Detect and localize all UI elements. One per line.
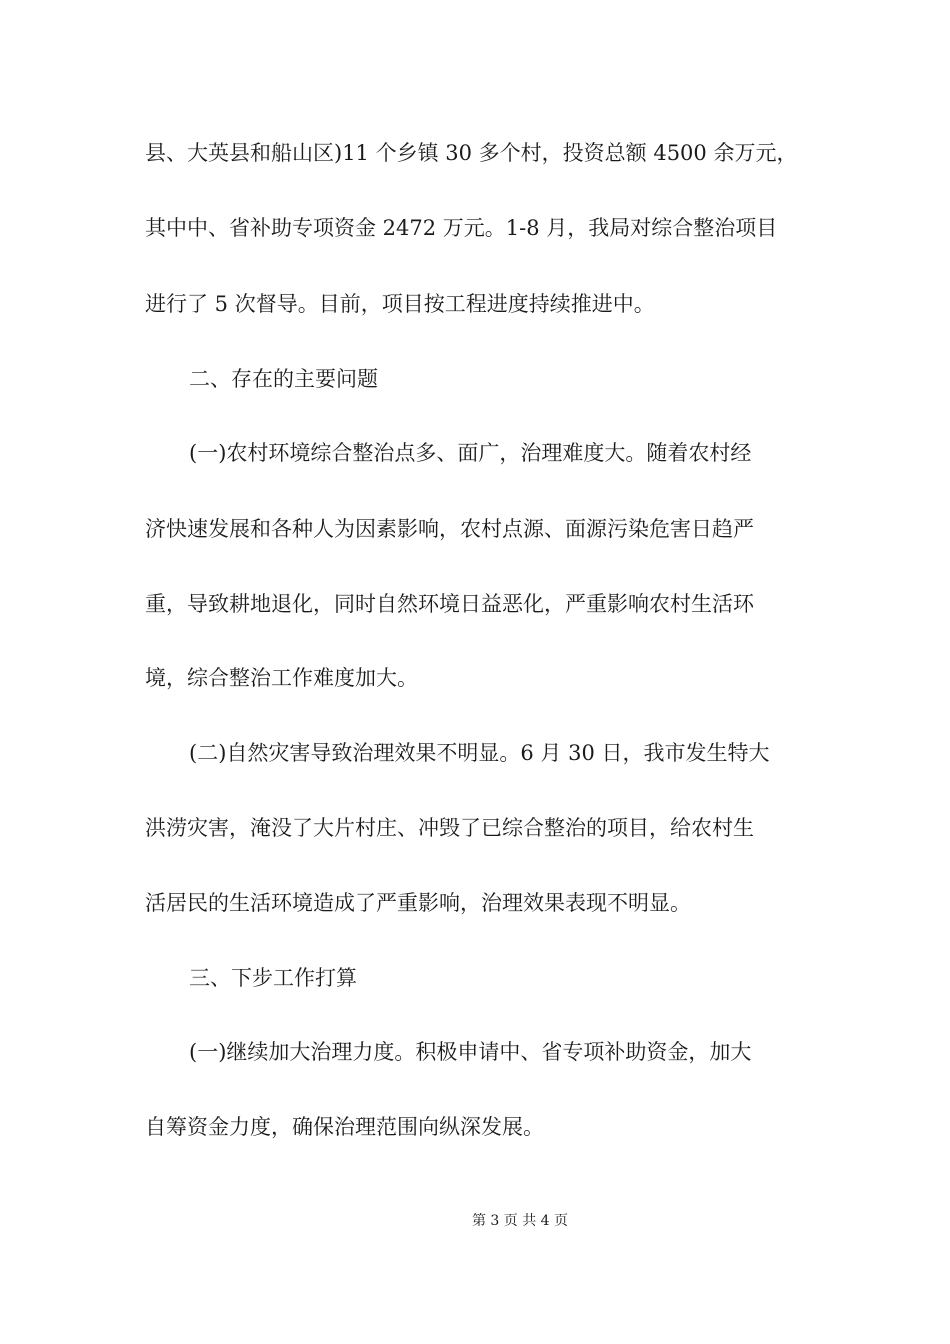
paragraph-first-line: (二)自然灾害导致治理效果不明显。6 月 30 日，我市发生特大 xyxy=(189,741,770,765)
text-line: 重，导致耕地退化，同时自然环境日益恶化，严重影响农村生活环 xyxy=(145,592,754,616)
text-line: 济快速发展和各种人为因素影响，农村点源、面源污染危害日趋严 xyxy=(145,517,754,541)
text-line: 境，综合整治工作难度加大。 xyxy=(145,666,418,690)
text-line: 进行了 5 次督导。目前，项目按工程进度持续推进中。 xyxy=(145,292,655,316)
page-footer: 第 3 页 共 4 页 xyxy=(471,1213,569,1229)
text-line: 洪涝灾害，淹没了大片村庄、冲毁了已综合整治的项目，给农村生 xyxy=(145,816,754,840)
text-line: 活居民的生活环境造成了严重影响，治理效果表现不明显。 xyxy=(145,891,691,915)
paragraph-first-line: (一)继续加大治理力度。积极申请中、省专项补助资金，加大 xyxy=(189,1040,752,1064)
text-line: 其中中、省补助专项资金 2472 万元。1-8 月，我局对综合整治项目 xyxy=(145,216,778,240)
text-line: 自筹资金力度，确保治理范围向纵深发展。 xyxy=(145,1115,544,1139)
section-heading: 三、下步工作打算 xyxy=(189,966,357,990)
text-line: 县、大英县和船山区)11 个乡镇 30 多个村，投资总额 4500 余万元， xyxy=(145,141,798,165)
paragraph-first-line: (一)农村环境综合整治点多、面广，治理难度大。随着农村经 xyxy=(189,441,752,465)
section-heading: 二、存在的主要问题 xyxy=(189,367,378,391)
